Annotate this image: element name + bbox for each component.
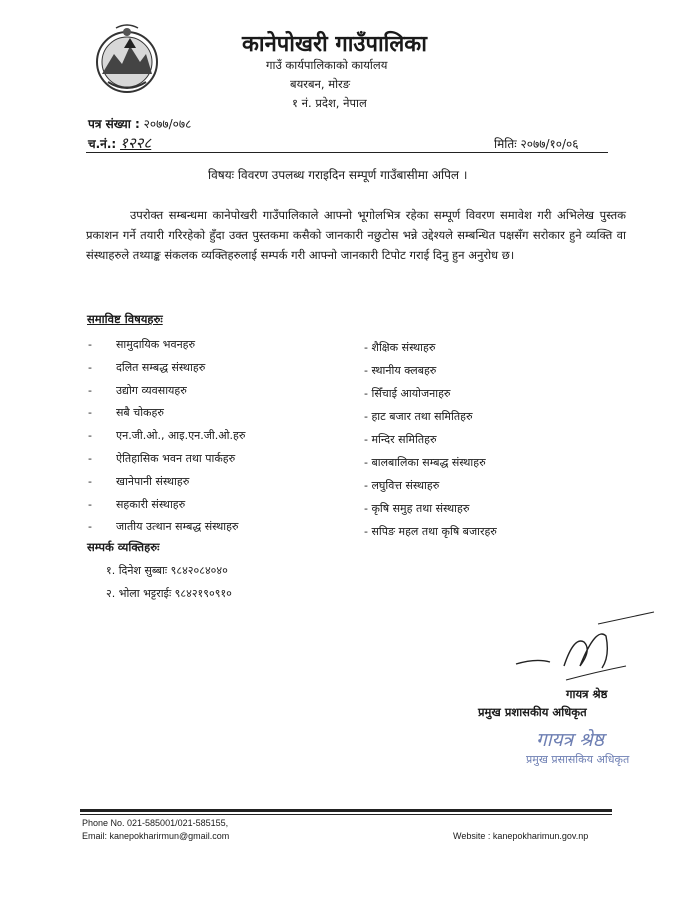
stamp-name: गायत्र श्रेष्ठ [536, 729, 604, 751]
bullet-dash: - [88, 520, 92, 534]
topic-label: दलित सम्बद्ध संस्थाहरु [116, 360, 206, 374]
topic-label: बालबालिका सम्बद्ध संस्थाहरु [371, 456, 486, 469]
topic-list-item [88, 337, 195, 352]
bullet-dash: - [88, 429, 92, 443]
bullet-dash: - [364, 525, 372, 538]
letter-number: पत्र संख्या : २०७७/०७८ [88, 117, 192, 131]
stamp-title: प्रमुख प्रसासकिय अधिकृत [526, 753, 630, 766]
signatory-title: प्रमुख प्रशासकीय अधिकृत [478, 705, 587, 719]
topic-list-item [88, 428, 245, 443]
topic-label: शैक्षिक संस्थाहरु [371, 341, 436, 354]
topic-list-item [364, 363, 436, 378]
office-location: बयरबन, मोरङ [290, 77, 351, 91]
org-name: कानेपोखरी गाउँपालिका [242, 32, 427, 57]
bullet-dash: - [364, 410, 372, 423]
signature-scribble [506, 606, 656, 686]
body-paragraph: उपरोक्त सम्बन्धमा कानेपोखरी गाउँपालिकाले आफ्नो भूगोलभित्र रहेका सम्पूर्ण विवरण समावेश गरी अभिलेख पुस्तक प्रकाशन गर्ने तयारी गरिरहेको हुँदा उक्त पुस्तकमा कसैको जानकारी नछुटोस भन्ने उद्देश्यले सम्बन्धित पक्षसँग सरोकार हुने व्यक्ति वा संस्थाहरुले तथ्याङ्क संकलक व्यक्तिहरुलाई सम्पर्क गरी आफ्नो जानकारी टिपोट गराई दिनु हुन अनुरोध छ। [86, 208, 626, 262]
topic-label: स्थानीय क्लबहरु [371, 364, 437, 377]
topic-list-item [364, 340, 435, 355]
bullet-dash: - [88, 406, 92, 420]
bullet-dash: - [364, 433, 372, 446]
footer-phone: Phone No. 021-585001/021-585155, [82, 818, 229, 828]
topic-list-item [88, 519, 239, 534]
topic-label: सामुदायिक भवनहरु [116, 338, 196, 351]
bullet-dash: - [88, 338, 92, 351]
bullet-dash: - [88, 497, 92, 511]
topic-label: लघुवित्त संस्थाहरु [371, 479, 440, 492]
topic-label: ऐतिहासिक भवन तथा पार्कहरु [116, 452, 236, 465]
subject-line: विषयः विवरण उपलब्ध गराइदिन सम्पूर्ण गाउँबासीमा अपिल । [208, 168, 468, 182]
topic-list-item [364, 524, 497, 539]
topic-list-item [88, 497, 185, 512]
topic-list-item [88, 405, 164, 420]
topic-label: जातीय उत्थान सम्बद्ध संस्थाहरु [116, 520, 239, 534]
topic-list-item [364, 478, 439, 493]
bullet-dash: - [88, 360, 92, 374]
contact-person-2: २. भोला भट्टराईः ९८४२१९०९१० [106, 587, 232, 600]
topic-list-item [364, 455, 486, 470]
signatory-name: गायत्र श्रेष्ठ [566, 687, 608, 701]
footer-website: Website : kanepokharimun.gov.np [453, 831, 589, 841]
included-topics-title: समाविष्ट विषयहरुः [87, 312, 163, 326]
office-name: गाउँ कार्यपालिकाको कार्यालय [266, 58, 388, 72]
footer-email: Email: kanepokharirmun@gmail.com [82, 831, 230, 841]
province: १ नं. प्रदेश, नेपाल [292, 96, 367, 110]
topic-label: सबै चोकहरु [116, 406, 164, 420]
header-divider [86, 152, 608, 153]
topic-label: सपिङ महल तथा कृषि बजारहरु [371, 525, 497, 538]
footer-divider-thick [80, 809, 612, 812]
topic-list-item [88, 474, 189, 489]
topic-list-item [88, 451, 235, 466]
bullet-dash: - [364, 341, 372, 354]
topic-label: खानेपानी संस्थाहरु [116, 474, 190, 488]
dispatch-number: च.नं.: १२२८ [88, 134, 152, 152]
bullet-dash: - [88, 383, 92, 397]
topic-label: मन्दिर समितिहरु [371, 433, 437, 446]
topic-label: एन.जी.ओ., आइ.एन.जी.ओ.हरु [116, 429, 246, 443]
topic-list-item [364, 501, 469, 516]
topic-label: सहकारी संस्थाहरु [116, 497, 186, 511]
topic-label: उद्योग व्यवसायहरु [116, 383, 187, 397]
bullet-dash: - [88, 474, 92, 488]
topic-list-item [364, 432, 437, 447]
municipality-emblem-logo [94, 24, 160, 96]
bullet-dash: - [364, 479, 372, 492]
bullet-dash: - [364, 387, 372, 400]
contacts-title: सम्पर्क व्यक्तिहरुः [87, 540, 160, 554]
contact-person-1: १. दिनेश सुब्बाः ९८४२०८४०४० [106, 564, 228, 577]
topic-label: सिँचाई आयोजनाहरु [371, 387, 451, 400]
topic-list-item [88, 360, 205, 375]
topic-list-item [364, 409, 473, 424]
footer-divider-thin [80, 814, 612, 815]
letter-date: मितिः २०७७/१०/०६ [494, 137, 579, 151]
topic-label: कृषि समुह तथा संस्थाहरु [371, 502, 470, 515]
topic-label: हाट बजार तथा समितिहरु [371, 410, 473, 423]
topic-list-item [88, 383, 187, 398]
bullet-dash: - [364, 364, 372, 377]
bullet-dash: - [364, 456, 372, 469]
bullet-dash: - [88, 452, 92, 465]
topic-list-item [364, 386, 451, 401]
bullet-dash: - [364, 502, 372, 515]
